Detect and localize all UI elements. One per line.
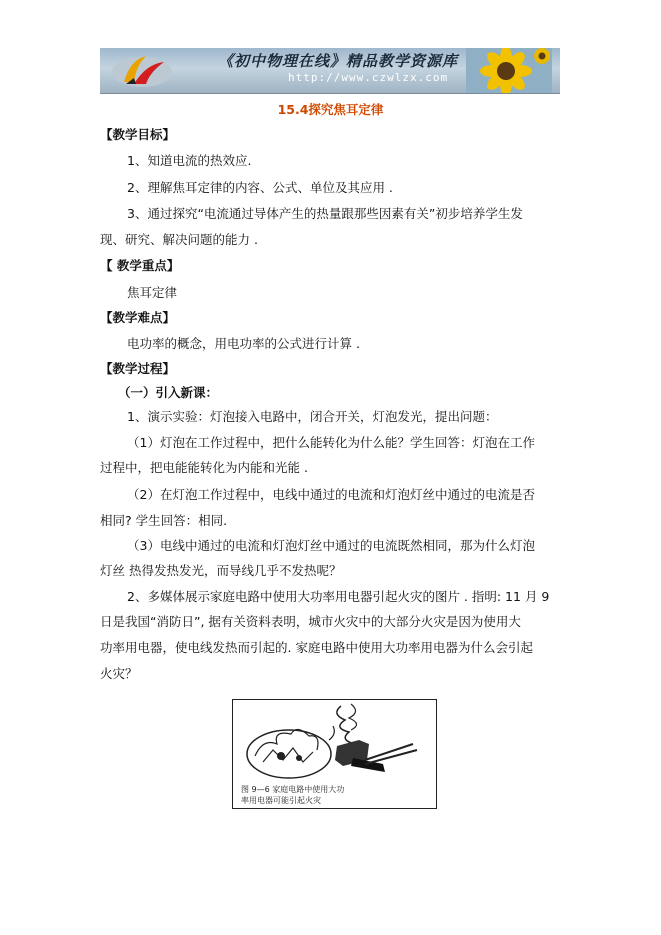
key-points-text: 焦耳定律 [127, 285, 178, 300]
question-3-cont: 灯丝 热得发热发光，而导线几乎不发热呢？ [100, 563, 342, 578]
teaching-goals-heading: 【教学目标】 [100, 127, 176, 142]
goal-item-1: 1、知道电流的热效应. [127, 153, 252, 168]
paragraph-2-line-3: 功率用电器，使电线发热而引起的. 家庭电路中使用大功率用电器为什么会引起 [100, 640, 533, 655]
intro-heading: （一）引入新课： [118, 385, 219, 400]
question-1: （1）灯泡在工作过程中，把什么能转化为什么能？学生回答：灯泡在工作 [127, 435, 535, 450]
banner-title: 《初中物理在线》精品教学资源库 [218, 52, 459, 70]
paragraph-1: 1、演示实验：灯泡接入电路中，闭合开关，灯泡发光，提出问题： [127, 409, 498, 424]
difficulties-text: 电功率的概念，用电功率的公式进行计算 . [127, 336, 360, 351]
figure-caption-line-1: 图 9—6 家庭电路中使用大功 [241, 785, 345, 794]
fire-illustration [233, 700, 436, 784]
process-heading: 【教学过程】 [100, 361, 176, 376]
document-title: 15.4探究焦耳定律 [277, 102, 384, 117]
banner-url: http://www.czwlzx.com [288, 71, 449, 84]
question-2-cont: 相同? 学生回答：相同. [100, 513, 228, 528]
key-points-heading: 【 教学重点】 [100, 258, 180, 273]
goal-item-2: 2、理解焦耳定律的内容、公式、单位及其应用 . [127, 180, 393, 195]
header-banner [100, 48, 560, 94]
goal-item-3-cont: 现、研究、解决问题的能力 . [100, 232, 258, 247]
paragraph-2-line-4: 火灾？ [100, 666, 138, 681]
difficulties-heading: 【教学难点】 [100, 310, 176, 325]
goal-item-3: 3、通过探究“电流通过导体产生的热量跟那些因素有关”初步培养学生发 [127, 206, 523, 221]
swoosh-logo-icon [106, 52, 176, 90]
paragraph-2: 2、多媒体展示家庭电路中使用大功率用电器引起火灾的图片 . 指明: 11 月 9 [127, 589, 550, 604]
figure-caption-line-2: 率用电器可能引起火灾 [241, 796, 321, 805]
question-2: （2）在灯泡工作过程中，电线中通过的电流和灯泡灯丝中通过的电流是否 [127, 487, 535, 502]
fire-illustration-figure [232, 699, 437, 809]
question-1-cont: 过程中，把电能能转化为内能和光能 . [100, 460, 308, 475]
question-3: （3）电线中通过的电流和灯泡灯丝中通过的电流既然相同，那为什么灯泡 [127, 538, 535, 553]
sunflower-icon [466, 48, 552, 93]
paragraph-2-line-2: 日是我国“消防日”, 据有关资料表明，城市火灾中的大部分火灾是因为使用大 [100, 614, 521, 629]
